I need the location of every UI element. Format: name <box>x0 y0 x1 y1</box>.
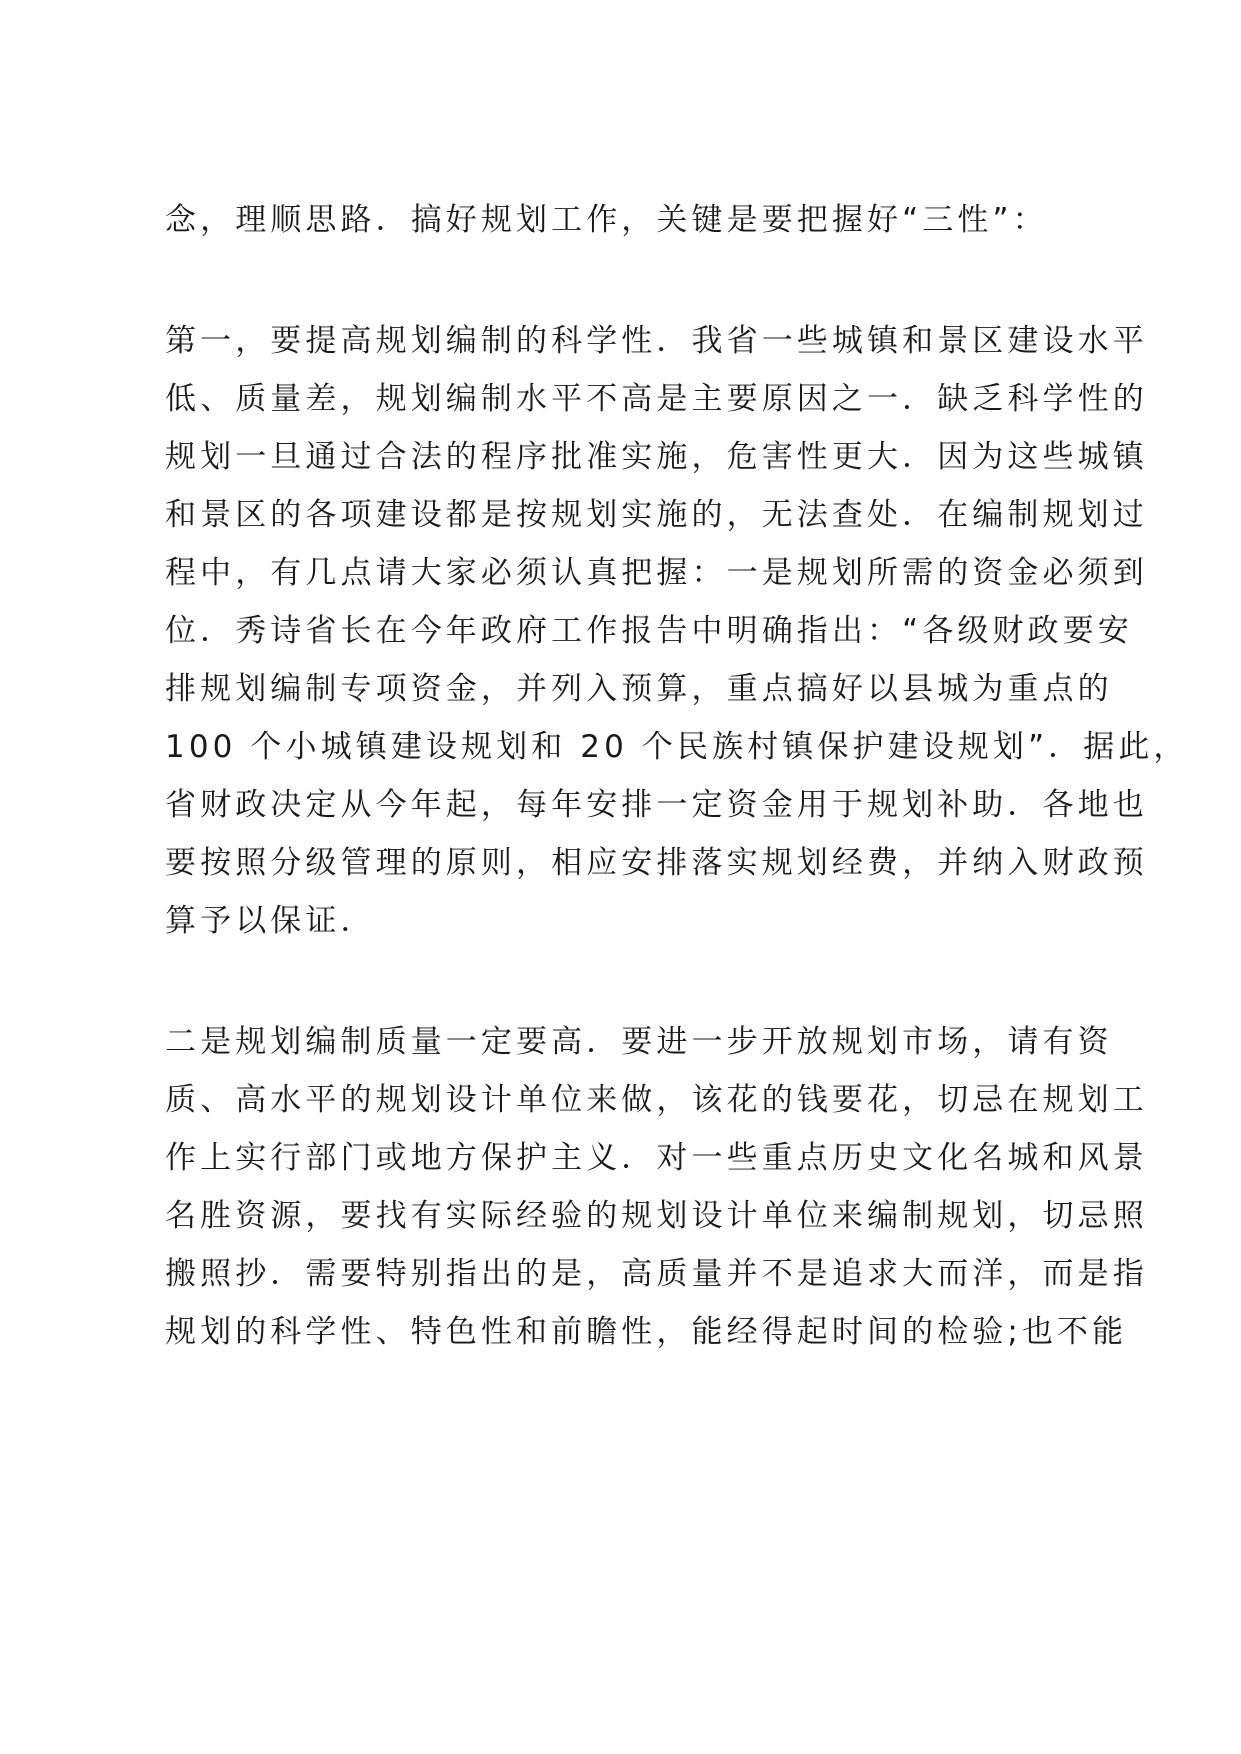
text-line: 名胜资源，要找有实际经验的规划设计单位来编制规划，切忌照 <box>165 1198 1148 1234</box>
text-line: 搬照抄．需要特别指出的是，高质量并不是追求大而洋，而是指 <box>165 1256 1148 1292</box>
text-line: 100 个小城镇建设规划和 20 个民族村镇保护建设规划”．据此， <box>165 729 1189 765</box>
text-line: 位．秀诗省长在今年政府工作报告中明确指出：“各级财政要安 <box>165 613 1133 649</box>
text-line: 质、高水平的规划设计单位来做，该花的钱要花，切忌在规划工 <box>165 1082 1148 1118</box>
text-line: 省财政决定从今年起，每年安排一定资金用于规划补助．各地也 <box>165 787 1148 823</box>
text-line: 第一，要提高规划编制的科学性．我省一些城镇和景区建设水平 <box>165 323 1148 359</box>
text-line: 要按照分级管理的原则，相应安排落实规划经费，并纳入财政预 <box>165 845 1148 881</box>
text-line: 规划一旦通过合法的程序批准实施，危害性更大．因为这些城镇 <box>165 439 1148 475</box>
text-line: 低、质量差，规划编制水平不高是主要原因之一．缺乏科学性的 <box>165 381 1148 417</box>
text-line: 程中，有几点请大家必须认真把握：一是规划所需的资金必须到 <box>165 555 1148 591</box>
text-line: 念，理顺思路．搞好规划工作，关键是要把握好“三性”： <box>165 202 1048 238</box>
text-line: 排规划编制专项资金，并列入预算，重点搞好以县城为重点的 <box>165 671 1113 707</box>
text-line: 算予以保证． <box>165 903 376 939</box>
text-line: 和景区的各项建设都是按规划实施的，无法查处．在编制规划过 <box>165 497 1148 533</box>
text-line: 规划的科学性、特色性和前瞻性，能经得起时间的检验;也不能 <box>165 1314 1128 1350</box>
text-line: 二是规划编制质量一定要高．要进一步开放规划市场，请有资 <box>165 1024 1113 1060</box>
text-line: 作上实行部门或地方保护主义．对一些重点历史文化名城和风景 <box>165 1140 1148 1176</box>
